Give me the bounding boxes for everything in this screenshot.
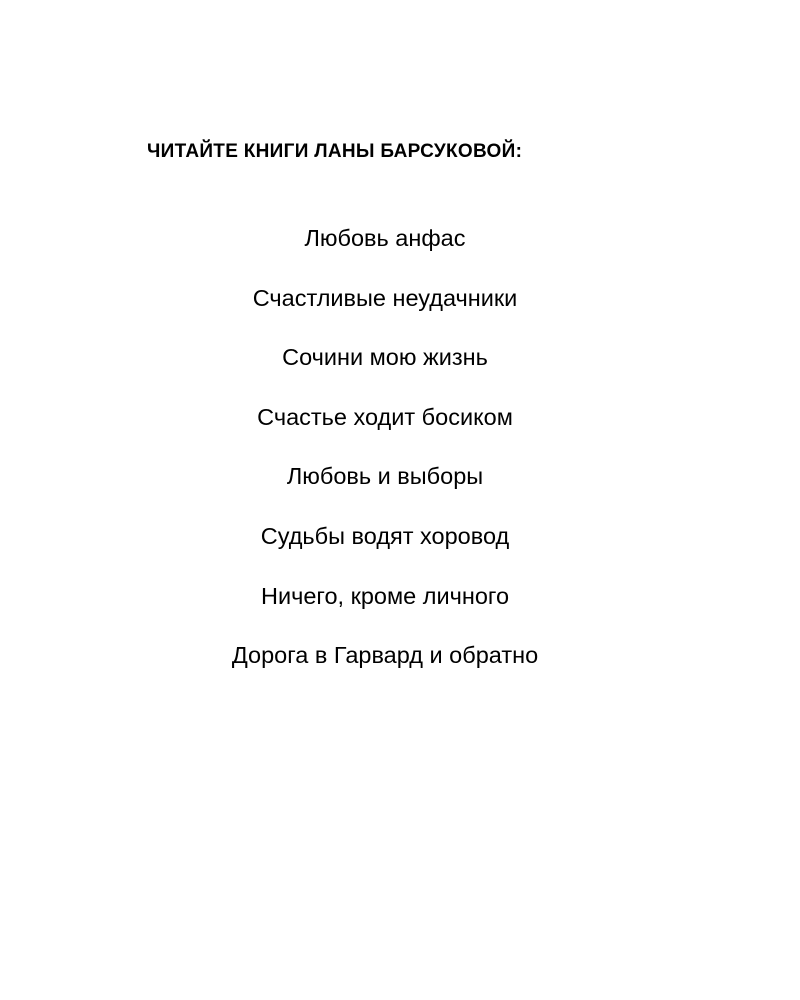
- book-title: Дорога в Гарвард и обратно: [231, 642, 539, 669]
- page-heading: ЧИТАЙТЕ КНИГИ ЛАНЫ БАРСУКОВОЙ:: [147, 141, 523, 162]
- book-list: [0, 220, 770, 697]
- book-title: Любовь анфас: [304, 225, 466, 251]
- book-title: Любовь и выборы: [286, 463, 484, 490]
- book-title: Счастье ходит босиком: [257, 403, 513, 430]
- book-title: Ничего, кроме личного: [260, 582, 510, 609]
- book-title: Судьбы водят хоровод: [260, 522, 510, 549]
- book-title: Счастливые неудачники: [252, 284, 518, 311]
- book-title: Сочини мою жизнь: [282, 344, 488, 371]
